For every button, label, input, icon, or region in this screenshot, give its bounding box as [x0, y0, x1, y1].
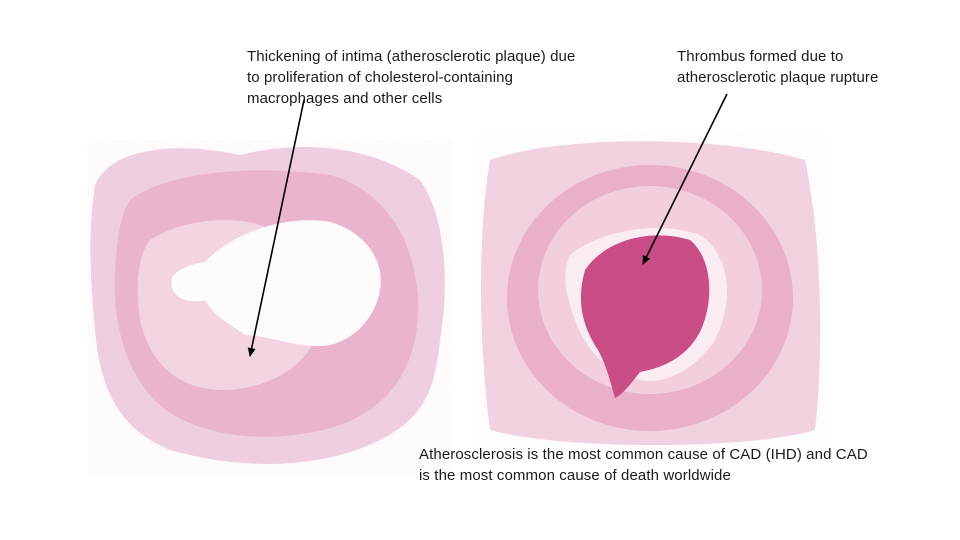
left-artery-section	[88, 140, 453, 475]
right-artery-section	[478, 135, 828, 450]
plaque-annotation: Thickening of intima (atherosclerotic plaque) due to proliferation of cholesterol-containing macrophages and other cells	[247, 48, 576, 107]
summary-annotation: Atherosclerosis is the most common cause of CAD (IHD) and CAD is the most common cause of death worldwide	[419, 446, 868, 484]
thrombus-annotation: Thrombus formed due to atherosclerotic plaque rupture	[677, 48, 879, 86]
